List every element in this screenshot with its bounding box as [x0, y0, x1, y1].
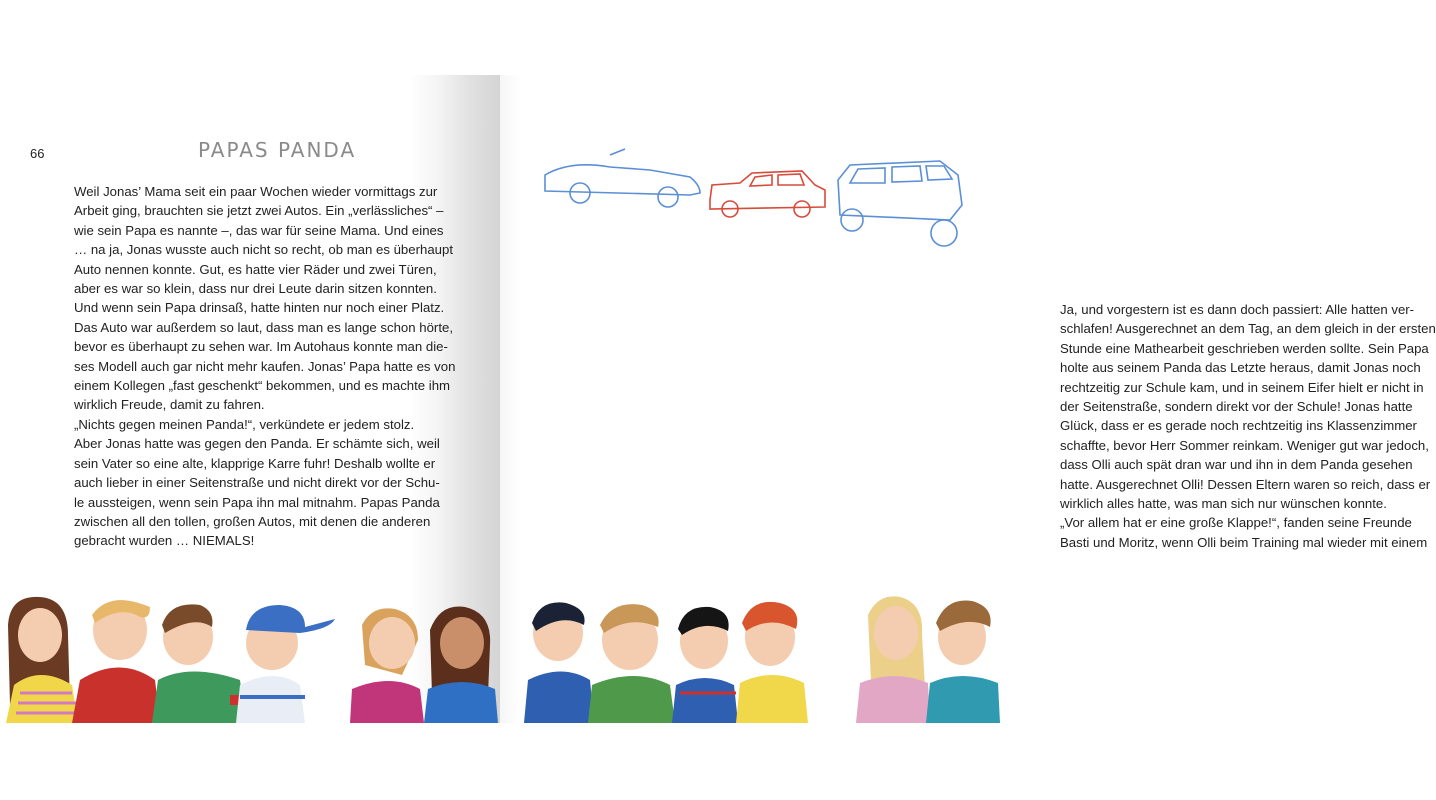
text-line: der Seitenstraße, sondern direkt vor der Schule! Jonas hatte — [1060, 399, 1413, 415]
child-figure — [588, 604, 675, 723]
text-line: Stunde eine Mathearbeit geschrieben werden sollte. Sein Papa — [1060, 340, 1429, 356]
child-figure — [72, 600, 160, 723]
cars-illustration — [540, 145, 980, 265]
left-body-text — [74, 182, 455, 551]
text-line: Aber Jonas hatte was gegen den Panda. Er schämte sich, weil — [74, 436, 440, 452]
text-line: Weil Jonas’ Mama seit ein paar Wochen wieder vormittags zur — [74, 184, 438, 199]
children-illustration-right — [500, 585, 1000, 723]
child-figure — [350, 608, 424, 723]
text-line: „Nichts gegen meinen Panda!“, verkündete er jedem stolz. — [74, 416, 415, 432]
text-line: einem Kollegen „fast geschenkt“ bekommen, und es machte ihm — [74, 378, 451, 394]
text-line: sein Vater so eine alte, klapprige Karre fuhr! Deshalb wollte er — [74, 455, 436, 471]
right-page — [500, 75, 1436, 723]
left-page — [0, 75, 500, 723]
text-line: wirklich alles hatte, was man sich nur wünschen konnte. — [1060, 496, 1387, 512]
text-line: wirklich Freude, damit zu fahren. — [74, 397, 265, 413]
child-figure — [152, 604, 246, 723]
text-line: zwischen all den tollen, großen Autos, mit denen die anderen — [74, 513, 431, 529]
text-line: Ja, und vorgestern ist es dann doch passiert: Alle hatten ver- — [1060, 302, 1415, 317]
child-figure — [236, 605, 335, 723]
chapter-title: PAPAS PANDA — [198, 138, 357, 162]
text-line: bevor es überhaupt zu sehen war. Im Autohaus konnte man die- — [74, 339, 448, 355]
child-figure — [856, 596, 930, 723]
children-illustration-left — [0, 585, 500, 723]
suv-car-drawing — [838, 161, 962, 246]
text-line: Das Auto war außerdem so laut, dass man es lange schon hörte, — [74, 319, 453, 335]
text-line: „Vor allem hat er eine große Klappe!“, fanden seine Freunde — [1060, 515, 1412, 531]
convertible-car-drawing — [545, 149, 700, 207]
child-figure — [672, 607, 738, 723]
text-line: hatte. Ausgerechnet Olli! Dessen Eltern waren so reich, dass er — [1060, 476, 1431, 492]
text-line: dass Olli auch spät dran war und ihn in dem Panda gesehen — [1060, 457, 1413, 473]
text-line: … na ja, Jonas wusste auch nicht so recht, ob man es überhaupt — [74, 242, 453, 258]
text-line: wie sein Papa es nannte –, das war für seine Mama. Und eines — [74, 222, 444, 238]
text-line: le aussteigen, wenn sein Papa ihn mal mitnahm. Papas Panda — [74, 494, 440, 510]
text-line: Basti und Moritz, wenn Olli beim Training mal wieder mit einem — [1060, 534, 1428, 550]
page-number: 66 — [30, 146, 45, 161]
child-figure — [424, 606, 498, 723]
text-line: ses Modell auch gar nicht mehr kaufen. Jonas’ Papa hatte es von — [74, 358, 456, 374]
text-line: auch lieber in einer Seitenstraße und nicht direkt vor der Schu- — [74, 475, 440, 491]
small-red-car-drawing — [710, 171, 825, 217]
text-line: Und wenn sein Papa drinsaß, hatte hinten nur noch einer Platz. — [74, 300, 445, 316]
text-line: schaffte, bevor Herr Sommer reinkam. Weniger gut war jedoch, — [1060, 437, 1429, 453]
child-figure — [926, 600, 1000, 723]
child-figure — [6, 597, 78, 723]
text-line: holte aus seinem Panda das Letzte heraus, damit Jonas noch — [1060, 360, 1421, 376]
text-line: Auto nennen konnte. Gut, es hatte vier Räder und zwei Türen, — [74, 261, 437, 277]
text-line: Arbeit ging, brauchten sie jetzt zwei Autos. Ein „verlässliches“ – — [74, 203, 444, 219]
child-figure — [736, 602, 808, 723]
right-body-text — [1060, 300, 1436, 552]
text-line: gebracht wurden … NIEMALS! — [74, 533, 255, 549]
child-figure — [524, 602, 594, 723]
text-line: aber es war so klein, dass nur drei Leute darin sitzen konnten. — [74, 281, 437, 297]
text-line: Glück, dass er es gerade noch rechtzeitig ins Klassenzimmer — [1060, 418, 1417, 434]
text-line: schlafen! Ausgerechnet an dem Tag, an dem gleich in der ersten — [1060, 321, 1436, 337]
book-spread — [0, 75, 1436, 723]
text-line: rechtzeitig zur Schule kam, und in seinem Eifer hielt er nicht in — [1060, 379, 1424, 395]
